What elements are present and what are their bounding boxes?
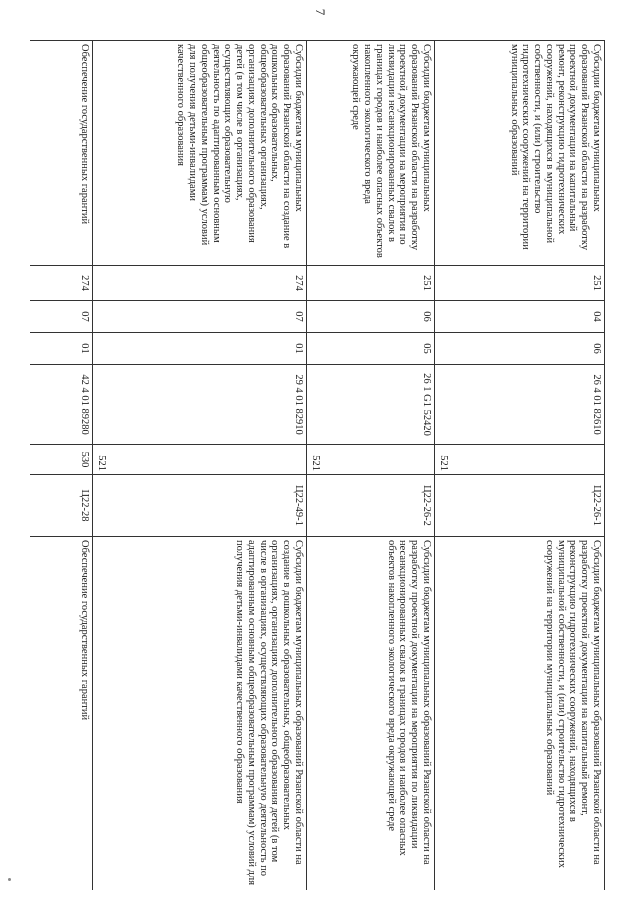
target-article-cell: 26 4 01 82610 [435,365,605,445]
purpose-description-cell: Обеспечение государственных гарантий [30,537,93,891]
grbs-cell: 251 [435,266,605,301]
target-article-cell: 26 1 G1 52420 [307,365,435,445]
subsection-cell: 06 [435,333,605,365]
section-cell: 07 [30,301,93,333]
expense-name-cell: Субсидии бюджетам муниципальных образований Рязанской области на разработку проектной документации на капитальный ремонт, реконструкцию гидротехнических сооружений, находящихся в муниципальной собственности, и (или) строительство гидротехнических сооружений на территории муниципальных образований [435,41,605,266]
subsection-cell: 01 [93,333,307,365]
expense-name-cell: Субсидии бюджетам муниципальных образований Рязанской области на создание в дошкольных образовательных, общеобразовательных организациях, организациях дополнительного образования детей (в том числе в организациях, осуществляющих образовательную деятельность по адаптированным основным общеобразовательным программам) условий для получения детьми-инвалидами качественного образования [93,41,307,266]
table-row [435,41,605,891]
expense-type-cell: 530 [30,445,93,475]
table-row [30,41,93,891]
purpose-code-cell: Ц22-26-1 [435,475,605,537]
table-row [307,41,435,891]
section-cell: 04 [435,301,605,333]
grbs-cell: 274 [30,266,93,301]
document-sheet [30,40,605,890]
purpose-description-cell: Субсидии бюджетам муниципальных образований Рязанской области на разработку проектной документации на мероприятия по ликвидации несанкционированных свалок в границах городов и наиболее опасных объектов накопленного экологического вреда окружающей среде [307,537,435,891]
target-article-cell: 29 4 01 82910 [93,365,307,445]
subsection-cell: 01 [30,333,93,365]
section-cell: 06 [307,301,435,333]
expense-type-cell: 521 [93,445,307,475]
budget-classification-table [30,40,605,890]
page-number: 7 [313,8,328,16]
section-cell: 07 [93,301,307,333]
target-article-cell: 42 4 01 89280 [30,365,93,445]
rotated-table-wrapper [30,40,605,890]
grbs-cell: 274 [93,266,307,301]
purpose-code-cell: Ц22-28 [30,475,93,537]
expense-type-cell: 521 [307,445,435,475]
purpose-description-cell: Субсидии бюджетам муниципальных образований Рязанской области на разработку проектной документации на капитальный ремонт, реконструкцию гидротехнических сооружений, находящихся в муниципальной собственности, и (или) строительство гидротехнических сооружений на территории муниципальных образований [435,537,605,891]
grbs-cell: 251 [307,266,435,301]
scan-speck [8,878,11,881]
expense-name-cell: Обеспечение государственных гарантий [30,41,93,266]
expense-name-cell: Субсидии бюджетам муниципальных образований Рязанской области на разработку проектной документации на мероприятия по ликвидации несанкционированных свалок в границах городов и наиболее опасных объектов накопленного экологического вреда окружающей среде [307,41,435,266]
purpose-code-cell: Ц22-49-1 [93,475,307,537]
subsection-cell: 05 [307,333,435,365]
purpose-code-cell: Ц22-26-2 [307,475,435,537]
table-row [93,41,307,891]
expense-type-cell: 521 [435,445,605,475]
purpose-description-cell: Субсидии бюджетам муниципальных образований Рязанской области на создание в дошкольных образовательных, общеобразовательных организациях, организациях дополнительного образования детей (в том числе в организациях, осуществляющих образовательную деятельность по адаптированным основным общеобразовательным программам) условий для получения детьми-инвалидами качественного образования [93,537,307,891]
